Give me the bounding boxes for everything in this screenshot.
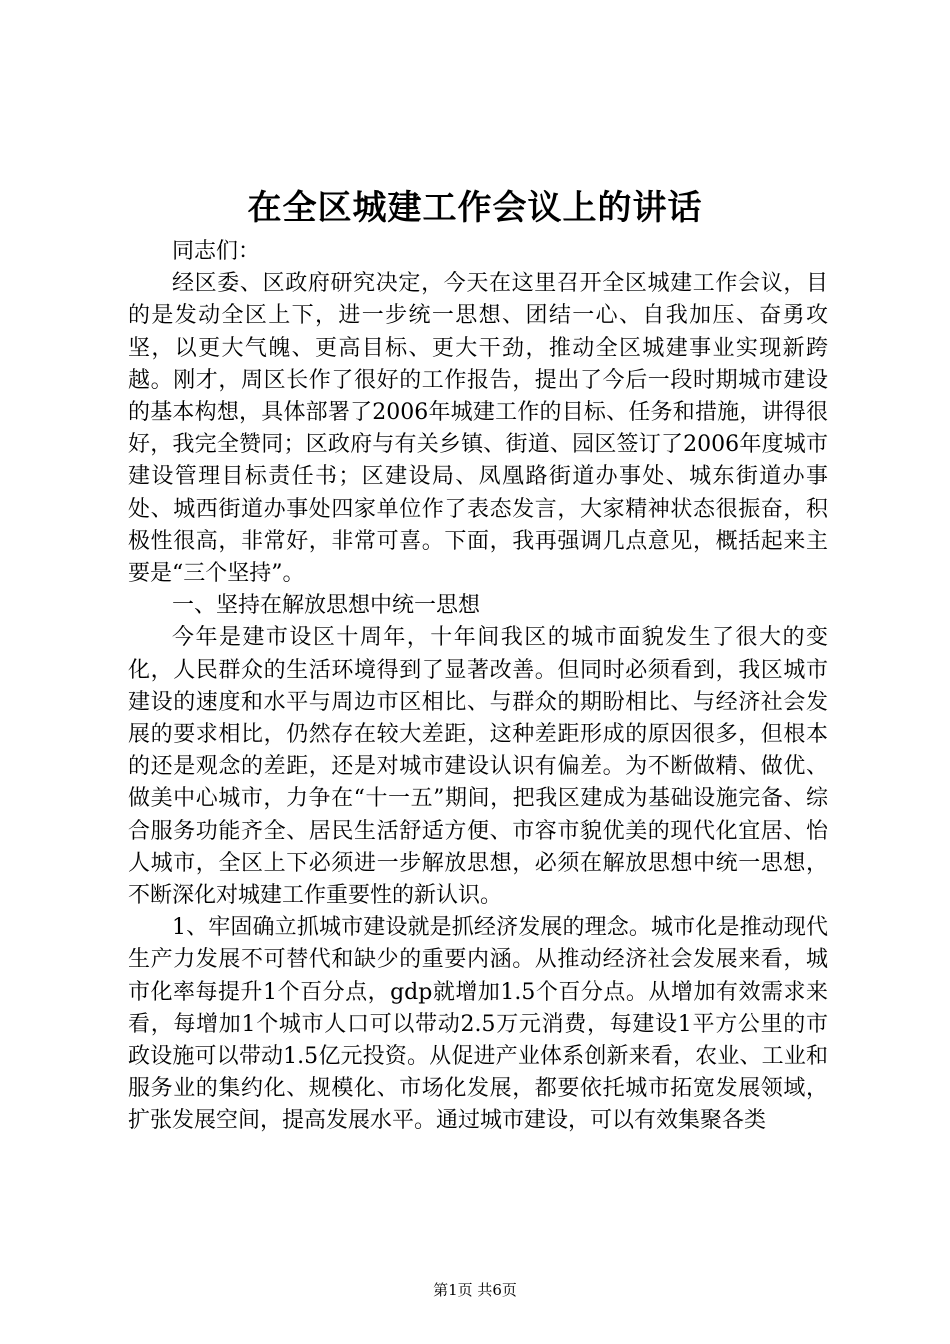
document-title: 在全区城建工作会议上的讲话 (247, 188, 703, 228)
body-paragraph: 1、牢固确立抓城市建设就是抓经济发展的理念。城市化是推动现代生产力发展不可替代和缺少的重要内涵。从推动经济社会发展来看，城市化率每提升1个百分点，gdp就增加1.5个百分点。从增加有效需求来看，每增加1个城市人口可以带动2.5万元消费，每建设1平方公里的市政设施可以带动1.5亿元投资。从促进产业体系创新来看，农业、工业和服务业的集约化、规模化、市场化发展，都要依托城市拓宽发展领域，扩张发展空间，提高发展水平。通过城市建设，可以有效集聚各类 (128, 915, 828, 1134)
intro-paragraph: 经区委、区政府研究决定，今天在这里召开全区城建工作会议，目的是发动全区上下，进一步统一思想、团结一心、自我加压、奋勇攻坚，以更大气魄、更高目标、更大干劲，推动全区城建事业实现新跨越。刚才，周区长作了很好的工作报告，提出了今后一段时期城市建设的基本构想，具体部署了2006年城建工作的目标、任务和措施，讲得很好，我完全赞同；区政府与有关乡镇、街道、园区签订了2006年度城市建设管理目标责任书；区建设局、凤凰路街道办事处、城东街道办事处、城西街道办事处四家单位作了表态发言，大家精神状态很振奋，积极性很高，非常好，非常可喜。下面，我再强调几点意见，概括起来主要是“三个坚持”。 (128, 271, 828, 587)
body-paragraph: 今年是建市设区十周年，十年间我区的城市面貌发生了很大的变化，人民群众的生活环境得到了显著改善。但同时必须看到，我区城市建设的速度和水平与周边市区相比、与群众的期盼相比、与经济社会发展的要求相比，仍然存在较大差距，这种差距形成的原因很多，但根本的还是观念的差距，还是对城市建设认识有偏差。为不断做精、做优、做美中心城市，力争在“十一五”期间，把我区建成为基础设施完备、综合服务功能齐全、居民生活舒适方便、市容市貌优美的现代化宜居、怡人城市，全区上下必须进一步解放思想，必须在解放思想中统一思想，不断深化对城建工作重要性的新认识。 (128, 625, 828, 909)
document-body (128, 236, 828, 1138)
section-heading: 一、坚持在解放思想中统一思想 (172, 593, 481, 619)
page-footer: 第1页 共6页 (433, 1281, 517, 1299)
salutation-paragraph: 同志们： (172, 239, 261, 264)
